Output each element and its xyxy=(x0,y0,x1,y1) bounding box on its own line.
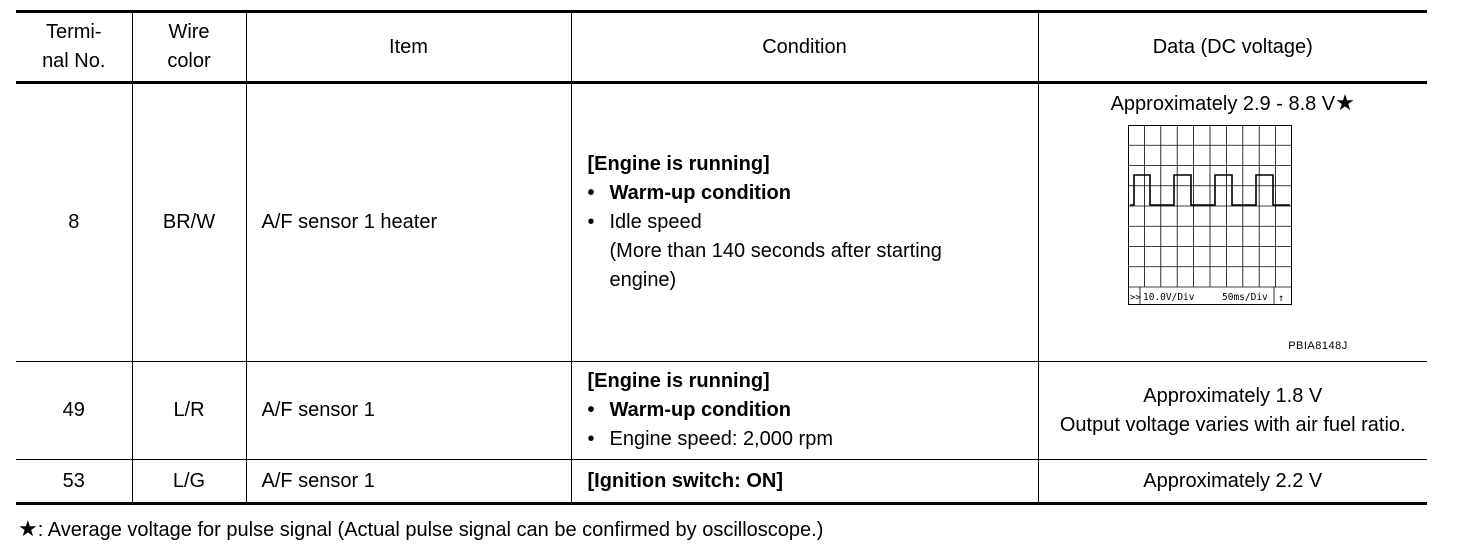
data-cell xyxy=(1038,362,1427,460)
condition-heading: [Engine is running] xyxy=(587,370,770,392)
condition-bullet: • Warm-up condition xyxy=(588,179,1038,208)
wire-color-cell: L/R xyxy=(132,362,246,460)
scope-mode-icon: >> xyxy=(1129,293,1141,303)
wire-color-cell: L/G xyxy=(132,460,246,504)
bullet-icon: • xyxy=(587,428,595,450)
scope-time-div: 50ms/Div xyxy=(1221,292,1268,303)
bullet-icon: • xyxy=(587,211,595,233)
terminal-no-cell: 53 xyxy=(16,460,132,504)
header-terminal-no: Termi- nal No. xyxy=(16,12,132,83)
oscilloscope-figure xyxy=(1108,125,1358,361)
oscilloscope-grid xyxy=(1128,125,1292,305)
header-wire-color: Wire color xyxy=(132,12,246,83)
data-value: Approximately 1.8 V xyxy=(1143,384,1323,407)
item-cell: A/F sensor 1 heater xyxy=(246,83,571,362)
terminal-data-table xyxy=(16,10,1427,505)
header-condition: Condition xyxy=(571,12,1038,83)
data-value: Approximately 2.9 - 8.8 V★ xyxy=(1110,90,1355,115)
item-cell: A/F sensor 1 xyxy=(246,362,571,460)
terminal-no-cell: 8 xyxy=(16,83,132,362)
bullet-icon: • xyxy=(587,399,595,421)
figure-code: PBIA8148J xyxy=(1288,340,1348,352)
condition-cell xyxy=(571,362,1038,460)
star-icon: ★ xyxy=(1335,90,1355,115)
star-icon: ★ xyxy=(18,516,38,541)
table-row xyxy=(16,460,1427,504)
header-item: Item xyxy=(246,12,571,83)
table-row xyxy=(16,362,1427,460)
table-header-row xyxy=(16,12,1427,83)
condition-heading: [Ignition switch: ON] xyxy=(587,469,784,492)
terminal-no-cell: 49 xyxy=(16,362,132,460)
condition-bullet: • Warm-up condition xyxy=(588,396,1038,425)
condition-bullet: • Engine speed: 2,000 rpm xyxy=(588,425,1038,454)
footnote xyxy=(18,516,823,542)
condition-bullet: • Idle speed xyxy=(588,208,1038,237)
scope-trigger-icon: ↑ xyxy=(1277,293,1284,304)
data-note: Output voltage varies with air fuel ratio. xyxy=(1059,413,1406,436)
condition-note: (More than 140 seconds after starting engine) xyxy=(609,240,942,291)
bullet-icon: • xyxy=(587,182,595,204)
data-cell xyxy=(1038,83,1427,362)
condition-cell xyxy=(571,460,1038,504)
table-row xyxy=(16,83,1427,362)
item-cell: A/F sensor 1 xyxy=(246,460,571,504)
data-cell: Approximately 2.2 V xyxy=(1038,460,1427,504)
wire-color-cell: BR/W xyxy=(132,83,246,362)
header-data: Data (DC voltage) xyxy=(1038,12,1427,83)
condition-heading: [Engine is running] xyxy=(587,153,770,175)
footnote-text: : Average voltage for pulse signal (Actual pulse signal can be confirmed by oscilloscope.) xyxy=(37,519,824,541)
scope-volt-div: 10.0V/Div xyxy=(1142,292,1195,303)
condition-cell xyxy=(571,83,1038,362)
